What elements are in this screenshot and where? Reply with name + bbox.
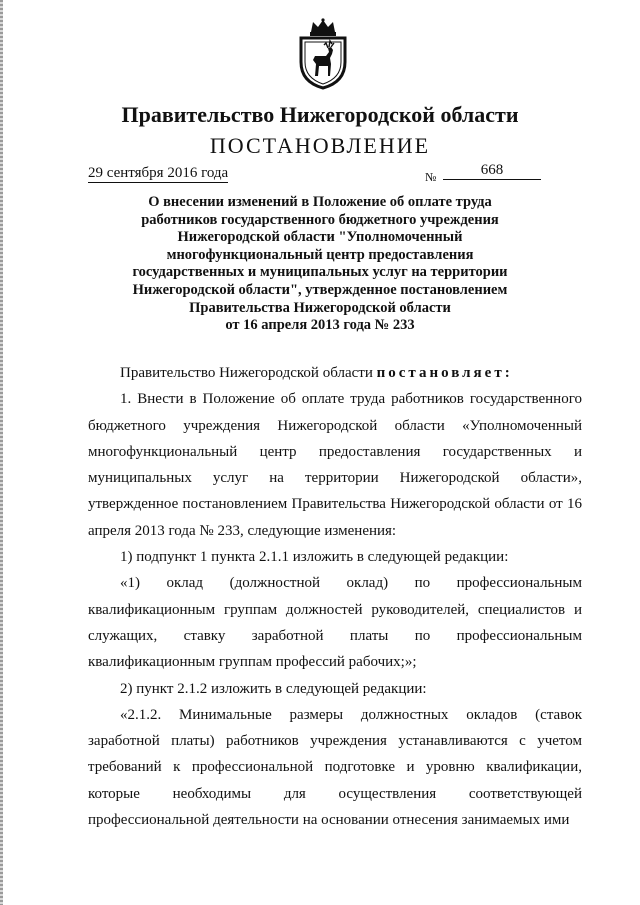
document-body — [88, 360, 582, 833]
paragraph-2: 1) подпункт 1 пункта 2.1.1 изложить в следующей редакции: — [120, 549, 509, 566]
subject-line: многофункциональный центр предоставления — [166, 246, 474, 263]
subject-line: Правительства Нижегородской области — [189, 299, 451, 316]
org-title: Правительство Нижегородской области — [121, 102, 519, 127]
paragraph-1: 1. Внести в Положение об оплате труда работников государственного бюджетного учреждения Нижегородской области «Уполномоченный многофункциональный центр предоставления государственных и муниципальных услуг на территории Нижегородской области», утвержденное постановлением Правительства Нижегородской области от 16 апреля 2013 года № 233, следующие изменения: — [88, 391, 582, 539]
paragraph-5: «2.1.2. Минимальные размеры должностных окладов (ставок заработной платы) работников учреждения устанавливаются с учетом требований к профессиональной подготовке и уровню квалификации, которые необходимы для осуществления соответствующей профессиональной деятельности на основании отнесения занимаемых ими — [88, 706, 582, 829]
subject-line: Нижегородской области", утвержденное постановлением — [132, 281, 508, 298]
document-date: 29 сентября 2016 года — [88, 165, 229, 181]
subject-line: О внесении изменений в Положение об оплате труда — [148, 194, 492, 210]
subject-line: государственных и муниципальных услуг на территории — [132, 264, 508, 281]
document-number: 668 — [443, 161, 541, 180]
subject-line: Нижегородской области "Уполномоченный — [177, 229, 463, 246]
paragraph-3: «1) оклад (должностной оклад) по профессиональным квалификационным группам должностей руководителей, специалистов и служащих, ставку заработной платы по профессиональным квалификационным группам профессий рабочих;»; — [88, 575, 582, 671]
subject-line: работников государственного бюджетного учреждения — [141, 211, 499, 228]
document-type: ПОСТАНОВЛЕНИЕ — [209, 133, 431, 158]
number-sign: № — [425, 170, 437, 184]
intro-text: Правительство Нижегородской области — [120, 365, 373, 381]
intro-paragraph — [88, 360, 582, 386]
subject-line: от 16 апреля 2013 года № 233 — [225, 317, 415, 334]
document-subject — [100, 194, 540, 335]
intro-keyword: постановляет: — [376, 365, 513, 381]
coat-of-arms-icon — [293, 18, 353, 90]
paragraph-4: 2) пункт 2.1.2 изложить в следующей редакции: — [120, 680, 427, 697]
